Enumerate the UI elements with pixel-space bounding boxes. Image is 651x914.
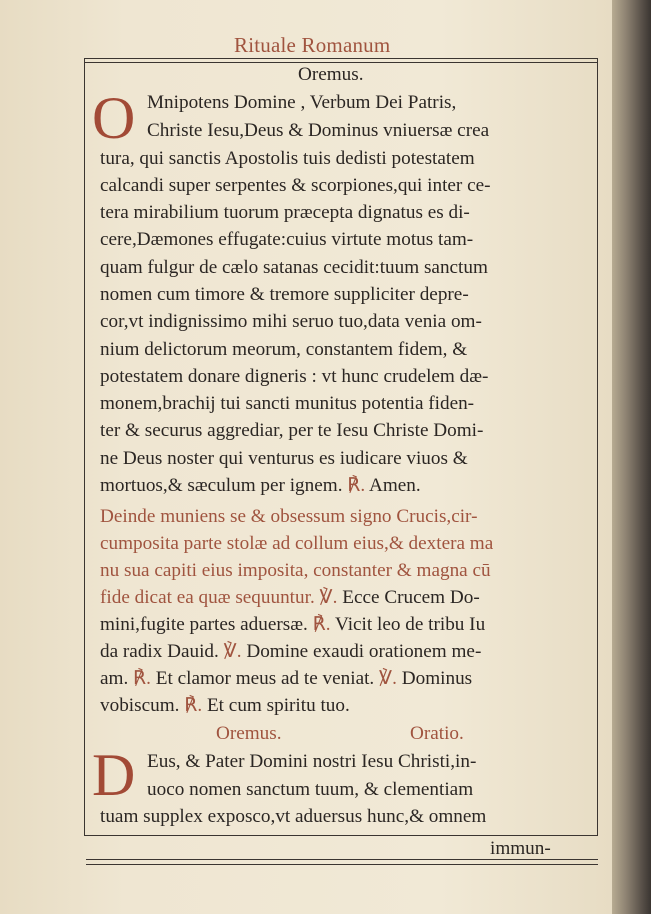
line-text: Domine exaudi orationem me- — [241, 641, 482, 662]
text-line-11: potestatem donare digneris : vt hunc crudelem dæ- — [100, 366, 489, 387]
text-line-3: tura, qui sanctis Apostolis tuis dedisti potestatem — [100, 148, 475, 169]
line-text: Et clamor meus ad te veniat. — [150, 668, 375, 689]
versicle-mark: ℣. — [223, 641, 242, 662]
response-mark: ℟. — [133, 668, 151, 689]
text-line-2: Christe Iesu,Deus & Dominus vniuersæ crea — [147, 120, 490, 141]
dialogue-line-4 — [100, 692, 598, 720]
text-line-8: nomen cum timore & tremore suppliciter depre- — [100, 284, 469, 305]
versicle-mark: ℣. — [379, 668, 397, 689]
prayer-line-2: uoco nomen sanctum tuum, & clementiam — [147, 779, 474, 800]
text-line-15 — [100, 472, 598, 500]
rubric-line-2: cumposita parte stolæ ad collum eius,& dextera ma — [100, 533, 494, 554]
dialogue-line-1 — [100, 611, 598, 639]
line-text: Ecce Crucem Do- — [337, 587, 480, 608]
text-line-6: cere,Dæmones effugate:cuius virtute motus tam- — [100, 229, 474, 250]
text-line-10: nium delictorum meorum, constantem fidem, & — [100, 339, 468, 360]
oratio-heading: Oratio. — [410, 723, 464, 744]
oremus-heading-2: Oremus. — [216, 723, 282, 744]
response-mark: ℟. — [184, 695, 203, 716]
drop-cap-o: O — [92, 85, 136, 151]
response-mark: ℟. — [347, 475, 366, 496]
line-text: mini,fugite partes aduersæ. — [100, 614, 308, 635]
text-line-4: calcandi super serpentes & scorpiones,qui inter ce- — [100, 175, 491, 196]
rubric-line-4 — [100, 584, 598, 612]
oremus-heading: Oremus. — [298, 64, 364, 85]
drop-cap-d: D — [92, 742, 136, 808]
text-line-5: tera mirabilium tuorum præcepta dignatus es di- — [100, 202, 470, 223]
rubric-text: fide dicat ea quæ sequuntur. — [100, 587, 315, 608]
footer-rule — [86, 864, 598, 865]
text-line-13: ter & securus aggrediar, per te Iesu Christe Domi- — [100, 420, 484, 441]
prayer-line-3: tuam supplex exposco,vt aduersus hunc,& omnem — [100, 806, 487, 827]
dialogue-line-2 — [100, 638, 598, 666]
versicle-mark: ℣. — [319, 587, 338, 608]
running-title: Rituale Romanum — [234, 33, 391, 57]
line-text: vobiscum. — [100, 695, 180, 716]
line-text: da radix Dauid. — [100, 641, 219, 662]
line-text: Et cum spiritu tuo. — [202, 695, 350, 716]
text-line-9: cor,vt indignissimo mihi seruo tuo,data venia om- — [100, 311, 482, 332]
response-mark: ℟. — [312, 614, 331, 635]
catchword: immun- — [490, 838, 551, 859]
rubric-line-3: nu sua capiti eius imposita, constanter & magna cū — [100, 560, 491, 581]
line-text: mortuos,& sæculum per ignem. — [100, 475, 348, 496]
text-line-14: ne Deus noster qui venturus es iudicare viuos & — [100, 448, 468, 469]
rubric-line-1: Deinde muniens se & obsessum signo Crucis,cir- — [100, 506, 478, 527]
line-text: Dominus — [396, 668, 473, 689]
text-line-7: quam fulgur de cælo satanas cecidit:tuum sanctum — [100, 257, 488, 278]
dialogue-line-3 — [100, 665, 598, 693]
text-line-1: Mnipotens Domine , Verbum Dei Patris, — [147, 92, 457, 113]
prayer-line-1: Eus, & Pater Domini nostri Iesu Christi,in- — [147, 751, 477, 772]
line-text: Amen. — [365, 475, 421, 496]
line-text: am. — [100, 668, 129, 689]
text-line-12: monem,brachij tui sancti munitus potentia fiden- — [100, 393, 475, 414]
line-text: Vicit leo de tribu Iu — [330, 614, 486, 635]
